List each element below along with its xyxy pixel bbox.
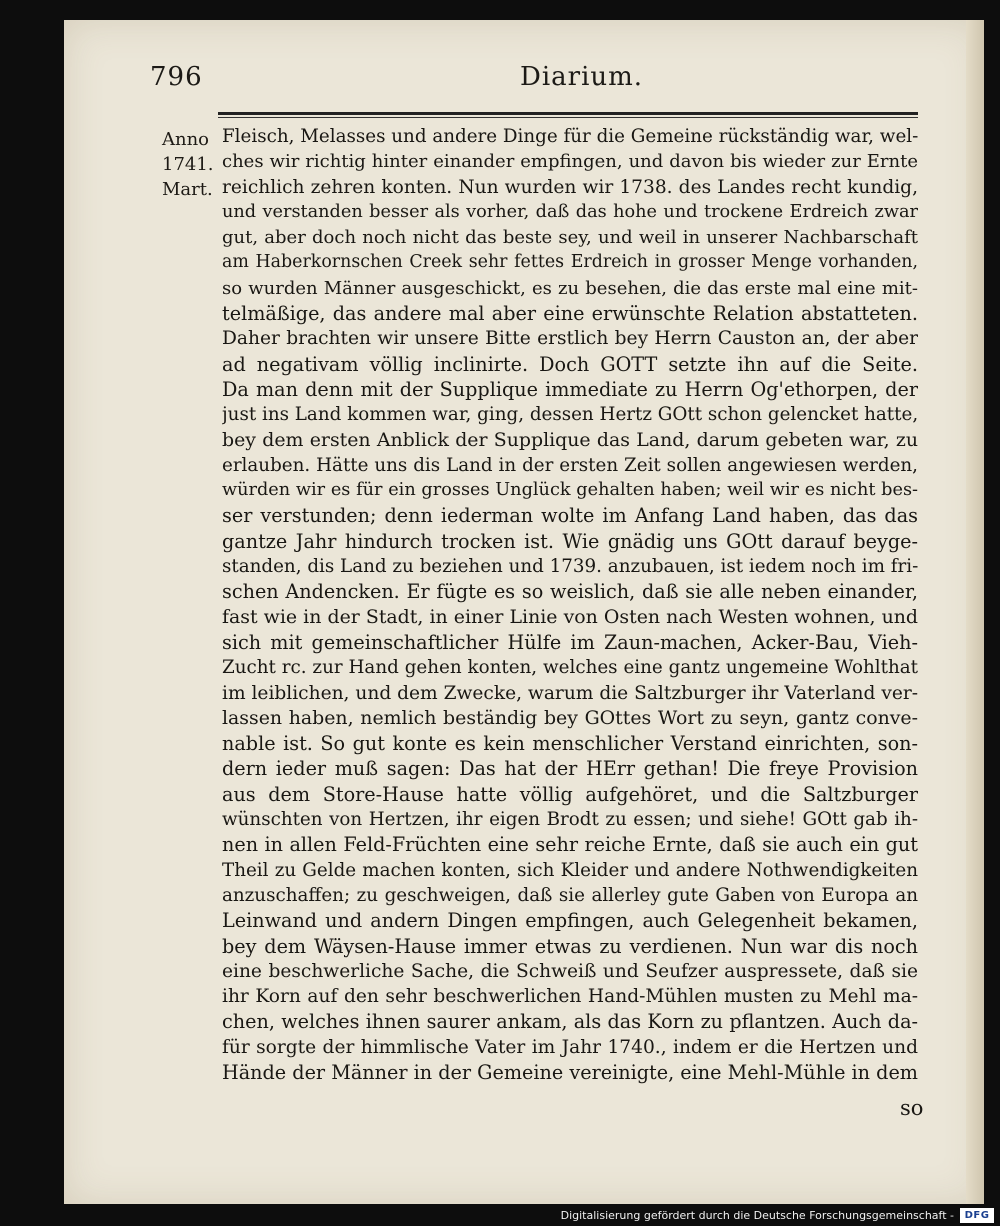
text-line: anzuschaffen; zu geschweigen, daß sie allerley gute Gaben von Europa an — [222, 884, 918, 906]
text-line: ad negativam völlig inclinirte. Doch GOTT setzte ihn auf die Seite. — [222, 352, 918, 376]
margin-note-line: Mart. — [162, 179, 213, 200]
text-line: dern ieder muß sagen: Das hat der HErr gethan! Die freye Provision — [222, 757, 918, 781]
text-line: nen in allen Feld-Früchten eine sehr reiche Ernte, daß sie auch ein gut — [222, 833, 918, 857]
text-line: nable ist. So gut konte es kein menschlicher Verstand einrichten, son- — [222, 732, 918, 756]
text-line: Fleisch, Melasses und andere Dinge für die Gemeine rückständig war, wel- — [222, 126, 918, 147]
text-line: wünschten von Hertzen, ihr eigen Brodt zu essen; und siehe! GOtt gab ih- — [222, 809, 918, 831]
text-line: standen, dis Land zu beziehen und 1739. anzubauen, ist iedem noch im fri- — [222, 556, 918, 578]
margin-note-line: 1741. — [162, 154, 214, 175]
margin-note — [162, 127, 222, 202]
text-line: fast wie in der Stadt, in einer Linie von Osten nach Westen wohnen, und — [222, 605, 918, 628]
digitization-credit: Digitalisierung gefördert durch die Deutsche Forschungsgemeinschaft - — [560, 1209, 954, 1222]
text-line: für sorgte der himmlische Vater im Jahr 1740., indem er die Hertzen und — [222, 1036, 918, 1058]
text-line: just ins Land kommen war, ging, dessen Hertz GOtt schon gelencket hatte, — [222, 404, 918, 426]
text-line: am Haberkornschen Creek sehr fettes Erdreich in grosser Menge vorhanden, — [222, 252, 918, 273]
header-rule — [218, 112, 918, 115]
text-line: aus dem Store-Hause hatte völlig aufgehöret, und die Saltzburger — [222, 782, 918, 806]
footer-bar — [0, 1204, 1000, 1226]
text-line: Hände der Männer in der Gemeine vereinigte, eine Mehl-Mühle in dem — [222, 1060, 918, 1084]
margin-note-line: Anno — [162, 129, 210, 150]
text-line: Daher brachten wir unsere Bitte erstlich bey Herrn Causton an, der aber — [222, 328, 918, 350]
text-line: erlauben. Hätte uns dis Land in der ersten Zeit sollen angewiesen werden, — [222, 454, 918, 476]
dfg-logo: DFG — [960, 1208, 994, 1223]
text-line: ser verstunden; denn iederman wolte im Anfang Land haben, das das — [222, 504, 918, 528]
page-header — [150, 62, 920, 94]
text-line: Leinwand und andern Dingen empfingen, auch Gelegenheit bekamen, — [222, 909, 918, 933]
text-line: gut, aber doch noch nicht das beste sey, und weil in unserer Nachbarschaft — [222, 227, 918, 249]
text-line: sich mit gemeinschaftlicher Hülfe im Zaun-machen, Acker-Bau, Vieh- — [222, 630, 918, 654]
running-title: Diarium. — [520, 62, 644, 92]
text-line: bey dem ersten Anblick der Supplique das Land, darum gebeten war, zu — [222, 428, 918, 451]
text-line: Theil zu Gelde machen konten, sich Kleider und andere Nothwendigkeiten — [222, 859, 918, 881]
catchword: so — [900, 1096, 924, 1120]
page-edge — [966, 20, 984, 1205]
text-line: würden wir es für ein grosses Unglück gehalten haben; weil wir es nicht bes- — [222, 480, 918, 501]
header-rule-thin — [218, 117, 918, 118]
text-line: bey dem Wäysen-Hause immer etwas zu verdienen. Nun war dis noch — [222, 934, 918, 958]
text-line: schen Andencken. Er fügte es so weislich, daß sie alle neben einander, — [222, 580, 918, 604]
text-line: Da man denn mit der Supplique immediate zu Herrn Og'ethorpen, der — [222, 377, 918, 401]
text-line: im leiblichen, und dem Zwecke, warum die Saltzburger ihr Vaterland ver- — [222, 682, 918, 704]
text-line: ches wir richtig hinter einander empfingen, und davon bis wieder zur Ernte — [222, 151, 918, 173]
text-line: so wurden Männer ausgeschickt, es zu besehen, die das erste mal eine mit- — [222, 277, 918, 299]
text-line: eine beschwerliche Sache, die Schweiß und Seufzer auspressete, daß sie — [222, 960, 918, 982]
text-line: lassen haben, nemlich beständig bey GOttes Wort zu seyn, gantz conve- — [222, 706, 918, 729]
text-line: telmäßige, das andere mal aber eine erwünschte Relation abstatteten. — [222, 302, 918, 326]
text-line: gantze Jahr hindurch trocken ist. Wie gnädig uns GOtt darauf beyge- — [222, 529, 918, 553]
text-line: und verstanden besser als vorher, daß das hohe und trockene Erdreich zwar — [222, 201, 918, 222]
text-line: reichlich zehren konten. Nun wurden wir 1738. des Landes recht kundig, — [222, 176, 918, 198]
text-line: ihr Korn auf den sehr beschwerlichen Hand-Mühlen musten zu Mehl ma- — [222, 986, 918, 1008]
page-number: 796 — [150, 62, 203, 92]
text-line: Zucht rc. zur Hand gehen konten, welches eine gantz ungemeine Wohlthat — [222, 657, 918, 679]
text-line: chen, welches ihnen saurer ankam, als das Korn zu pflantzen. Auch da- — [222, 1010, 918, 1034]
body-text — [222, 124, 918, 1085]
